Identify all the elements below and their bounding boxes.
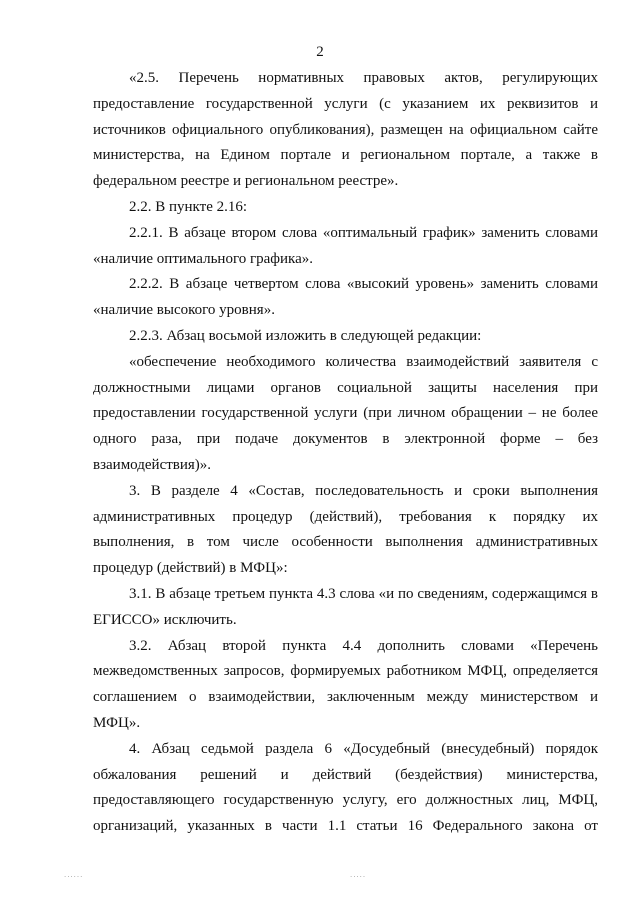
paragraph-4: 4. Абзац седьмой раздела 6 «Досудебный (внесудебный) порядок обжалования решений и действий (бездействия) министерства, предоставляющего государственную услугу, его должностных лиц, МФЦ, организаций, указанных в части 1.1 статьи 16 Федерального закона от bbox=[93, 740, 598, 835]
page-number: 2 bbox=[316, 44, 324, 60]
paragraph-2-5: «2.5. Перечень нормативных правовых актов, регулирующих предоставление государственной услуги (с указанием их реквизитов и источников официального опубликования), размещен на официальном сайте министерства, на Едином портале и региональном портале, а также в федеральном реестре и региональном реестре». bbox=[93, 70, 598, 190]
paragraph-3-2: 3.2. Абзац второй пункта 4.4 дополнить словами «Перечень межведомственных запросов, формируемых работником МФЦ, определяется соглашением о взаимодействии, заключенным между министерством и МФЦ». bbox=[93, 637, 598, 731]
document-body bbox=[93, 66, 598, 840]
paragraph-quote-interactions: «обеспечение необходимого количества взаимодействий заявителя с должностными лицами органов социальной защиты населения при предоставлении государственной услуги (при личном обращении – не более одного раза, при подаче документов в электронной форме – без взаимодействия)». bbox=[93, 353, 598, 473]
paragraph-2-2: 2.2. В пункте 2.16: bbox=[129, 198, 248, 215]
paragraph-2-2-3: 2.2.3. Абзац восьмой изложить в следующей редакции: bbox=[129, 327, 482, 344]
paragraph-2-2-1: 2.2.1. В абзаце втором слова «оптимальный график» заменить словами «наличие оптимального графика». bbox=[93, 224, 598, 267]
paragraph-2-2-2: 2.2.2. В абзаце четвертом слова «высокий уровень» заменить словами «наличие высокого уровня». bbox=[93, 276, 598, 319]
paragraph-3: 3. В разделе 4 «Состав, последовательность и сроки выполнения административных процедур (действий), требования к порядку их выполнения, в том числе особенности выполнения административных процедур (действий) в МФЦ»: bbox=[93, 482, 598, 577]
footer-mark-left: ...... bbox=[64, 870, 84, 879]
paragraph-3-1: 3.1. В абзаце третьем пункта 4.3 слова «и по сведениям, содержащимся в ЕГИССО» исключить. bbox=[93, 585, 598, 628]
footer-mark-center: ..... bbox=[350, 870, 367, 879]
